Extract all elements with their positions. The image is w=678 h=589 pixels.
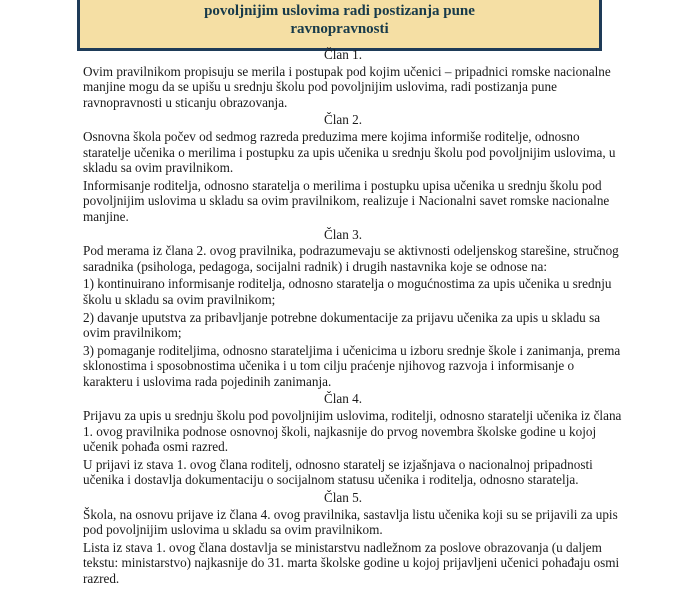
article-paragraph [83, 408, 622, 455]
article-heading: Član 2. [323, 112, 363, 128]
text-line: 3) pomaganje roditeljima, odnosno starateljima i učenicima u izboru srednje škole i zanimanja, prema [83, 342, 621, 358]
text-line: Ovim pravilnikom propisuju se merila i postupak pod kojim učenici – pripadnici romske nacionalne [83, 63, 611, 79]
text-line: učenik pohađa osmi razred. [83, 439, 229, 455]
article-paragraph [83, 128, 616, 176]
text-line: Prijavu za upis u srednju školu pod povoljnijim uslovima, roditelji, odnosno staratelji učenika iz člana [83, 408, 622, 424]
document-body [83, 46, 622, 589]
article-paragraph [83, 177, 610, 225]
text-line: staratelje učenika o merilima i postupku za upis učenika u srednju školu pod povoljnijim uslovima, u [83, 144, 616, 160]
article-heading: Član 3. [323, 226, 363, 242]
text-line: povoljnijim uslovima u skladu sa ovim pravilnikom, realizuje i Nacionalni savet romske nacionalne [83, 193, 610, 209]
text-line: U prijavi iz stava 1. ovog člana roditelj, odnosno staratelj se izjašnjava o nacionalnoj pripadnosti [83, 456, 593, 472]
text-line: pod povoljnijim uslovima u skladu sa ovim pravilnikom. [83, 522, 383, 538]
text-line: školu u skladu sa ovim pravilnikom; [83, 291, 276, 307]
text-line: Osnovna škola počev od sedmog razreda preduzima mere kojima informiše roditelje, odnosno [83, 128, 580, 144]
article-paragraph [83, 243, 619, 274]
text-line: skladu sa ovim pravilnikom. [83, 160, 234, 176]
text-line: Lista iz stava 1. ovog člana dostavlja se ministarstvu nadležnom za poslove obrazovanja (u daljem [83, 539, 602, 555]
text-line: karakteru i uslovima rada pojedinih zanimanja. [83, 373, 332, 389]
text-line: sklonostima i sposobnostima učenika i u tom cilju praćenje njihovog razvoja i informisanje o [83, 358, 575, 374]
text-line: manjine. [83, 208, 129, 224]
title-line: ravnopravnosti [290, 21, 389, 37]
text-line: 1. ovog pravilnika podnose osnovnoj školi, najkasnije do prvog novembra školske godine u kojoj [83, 423, 597, 439]
document-title-box [77, 0, 602, 51]
article-heading: Član 4. [323, 391, 363, 407]
article-paragraph [83, 342, 621, 390]
article-paragraph [83, 506, 618, 538]
article-paragraph [83, 539, 620, 587]
text-line: ravnopravnosti u sticanju obrazovanja. [83, 94, 288, 110]
article-paragraph [83, 457, 603, 488]
text-line: razred. [83, 571, 120, 586]
text-line: ovim pravilnikom; [83, 325, 182, 341]
title-line: povoljnijim uslovima radi postizanja pune [204, 3, 475, 19]
text-line: Škola, na osnovu prijave iz člana 4. ovog pravilnika, sastavlja listu učenika koji su se prijavili za upis [83, 506, 618, 522]
text-line: Informisanje roditelja, odnosno staratelja o merilima i postupku upisa učenika u srednju školu pod [83, 177, 602, 193]
article-paragraph [83, 63, 611, 111]
text-line: 2) davanje uputstva za pribavljanje potrebne dokumentacije za prijavu učenika za upis u skladu sa [83, 309, 601, 325]
article-heading: Član 1. [323, 47, 363, 62]
article-heading: Član 5. [323, 490, 363, 506]
text-line: saradnika (psihologa, pedagoga, socijalni radnik) i drugih nastavnika koje se odnose na: [83, 258, 548, 274]
text-line: učenika i dostavlja dokumentaciju o socijalnom statusu učenika i roditelja, odnosno staratelja. [83, 472, 579, 488]
text-line: Pod merama iz člana 2. ovog pravilnika, podrazumevaju se aktivnosti odeljenskog starešine, stručnog [83, 243, 619, 259]
text-line: manjine mogu da se upišu u srednju školu pod povoljnijim uslovima, radi postizanja pune [83, 79, 557, 95]
article-paragraph [83, 310, 603, 341]
text-line: tekstu: ministarstvo) najkasnije do 31. marta školske godine u kojoj prijavljeni učenici pohađaju osmi [83, 555, 620, 571]
text-line: 1) kontinuirano informisanje roditelja, odnosno staratelja o mogućnostima za upis učenika u srednju [83, 276, 612, 292]
article-paragraph [83, 276, 612, 307]
